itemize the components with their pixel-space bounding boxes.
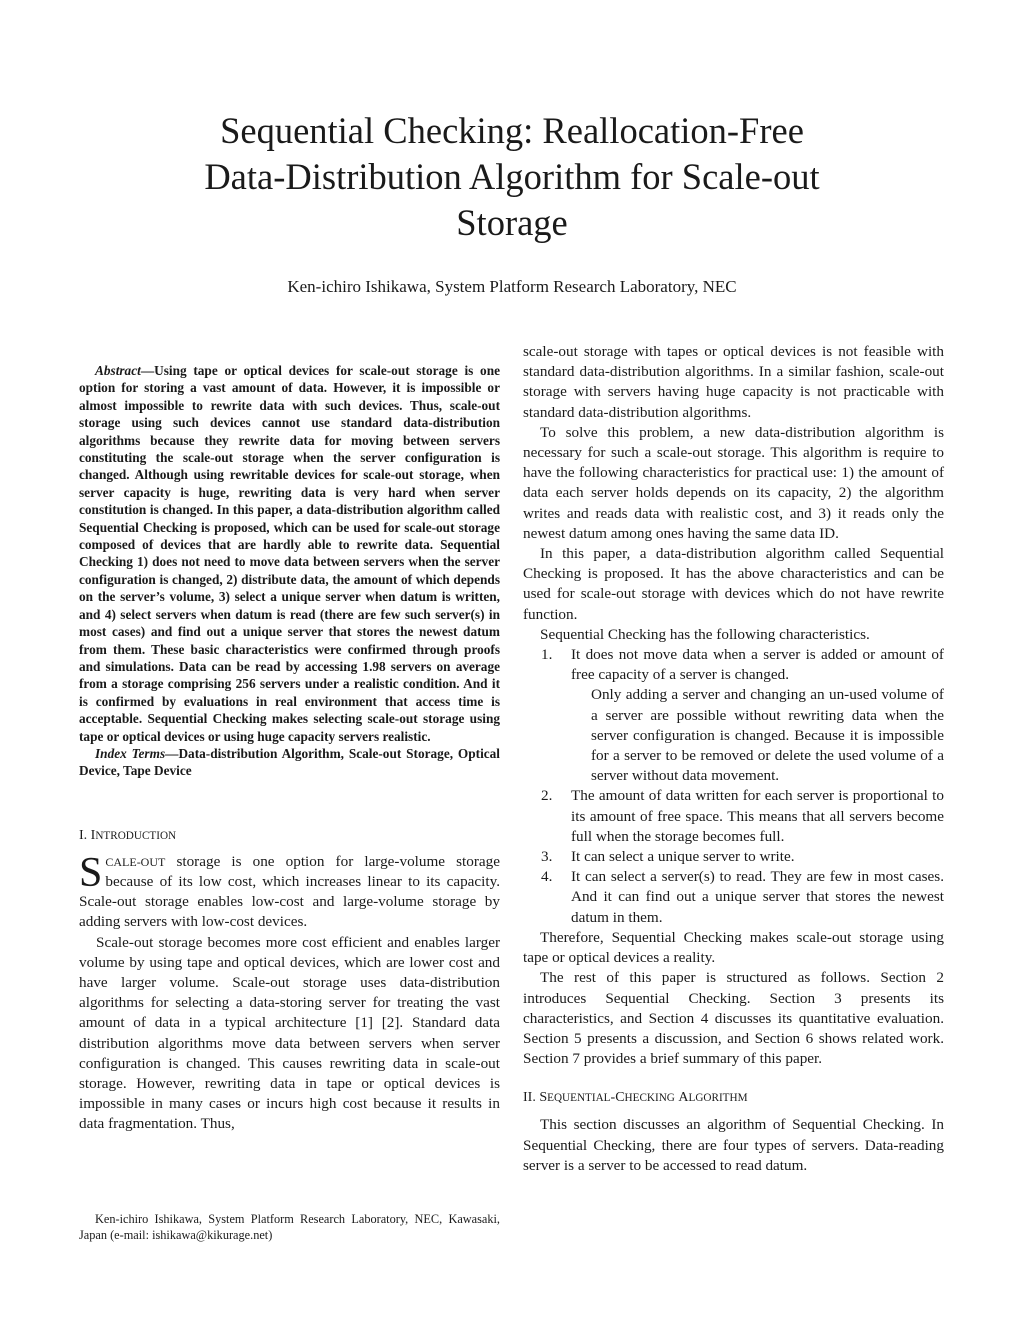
continued-paragraph: scale-out storage with tapes or optical devices is not feasible with standard data-distribution algorithms. In a similar fashion, scale-out storage with servers having huge capacity is not practicable with standard data-distribution algorithms. (523, 343, 944, 421)
index-terms (79, 745, 500, 780)
abstract-text: —Using tape or optical devices for scale-out storage is one option for storing a vast amount of data. However, it is impossible or almost impossible to rewrite data with such devices. Thus, scale-out storage using such devices cannot use standard data-distribution algorithms because they rewrite data for moving between servers constituting the scale-out storage when the server configuration is changed. Although using rewritable devices for scale-out storage, when server capacity is huge, rewriting data is very hard when server constitution is changed. In this paper, a data-distribution algorithm called Sequential Checking is proposed, which can be used for scale-out storage composed of devices that are hardly able to rewrite data. Sequential Checking 1) does not need to move data between servers when the server configuration is changed, 2) distribute data, the amount of which depends on the server’s volume, 3) select a unique server when datum is written, and 4) select servers when datum is read (there are few such server(s) in most cases) and find out a unique server that stores the newest datum from them. These basic characteristics were confirmed through proofs and simulations. Data can be read by accessing 1.98 servers on average from a storage comprising 256 servers under a realistic condition. And it is confirmed by evaluations in real environment that access time is acceptable. Sequential Checking makes selecting scale-out storage using tape or optical devices or using huge capacity servers realistic. (79, 363, 500, 744)
drop-cap: S (79, 849, 103, 896)
section-heading-algorithm: II. SEQUENTIAL-CHECKING ALGORITHM (523, 1090, 748, 1106)
title-line-2: Data-Distribution Algorithm for Scale-out (204, 156, 820, 197)
abstract-label: Abstract (95, 363, 141, 378)
author-footnote: Ken-ichiro Ishikawa, System Platform Research Laboratory, NEC, Kawasaki, Japan (e-mail: ishikawa@kikurage.net) (79, 1212, 500, 1242)
abstract (79, 362, 500, 745)
paragraph-section2: This section discusses an algorithm of Sequential Checking. In Sequential Checking, there are four types of servers. Data-reading server is a server to be accessed to read datum. (523, 1116, 944, 1174)
paragraph-this-paper: In this paper, a data-distribution algorithm called Sequential Checking is proposed. It has the above characteristics and can be used for scale-out storage with devices which do not have rewrite function. (523, 545, 944, 623)
intro-paragraph-2: Scale-out storage becomes more cost efficient and enables larger volume by using tape and optical devices, which are lower cost and have larger volume. Scale-out storage uses data-distribution algorithms for selecting a data-storing server for treating the vast amount of data in a typical architecture [1] [2]. Standard data distribution algorithms move data between servers when server configuration is changed. This causes rewriting data in scale-out storage. However, rewriting data in tape or optical devices is impossible in many cases or incurs high cost because it results in data fragmentation. Thus, (79, 933, 500, 1133)
author-line: Ken-ichiro Ishikawa, System Platform Research Laboratory, NEC (287, 277, 737, 296)
list-item-1-detail: Only adding a server and changing an un-used volume of a server are possible without rewriting data when the server configuration is changed. Because it is impossible for a server to be removed or delete the used volume of a server without data movement. (591, 686, 944, 785)
list-item: 4. It can select a server(s) to read. They are few in most cases. And it can find out a unique server that stores the newest datum in them. (541, 868, 944, 926)
list-item: 2. The amount of data written for each server is proportional to its amount of free space. This means that all servers become full when the storage becomes full. (541, 787, 944, 845)
list-item: 1. It does not move data when a server is added or amount of free capacity of a server is changed. (541, 646, 944, 684)
left-column (79, 362, 500, 1135)
paragraph-solve: To solve this problem, a new data-distribution algorithm is necessary for such a scale-out storage. This algorithm is require to have the following characteristics for practical use: 1) the amount of data each server holds depends on its capacity, 2) the algorithm writes and reads data with realistic cost, and 3) it reads only the newest datum among ones having the same data ID. (523, 423, 944, 542)
section-heading-introduction: I. INTRODUCTION (79, 827, 177, 843)
characteristics-list (523, 645, 944, 685)
paragraph-characteristics-intro: Sequential Checking has the following characteristics. (540, 625, 870, 643)
right-column (523, 342, 944, 1176)
intro-paragraph-1: SCALE-OUT storage is one option for large-volume storage because of its low cost, which increases linear to its capacity. Scale-out storage enables low-cost and large-volume storage by adding servers with low-cost devices. (79, 849, 500, 931)
paper-title (140, 108, 884, 246)
paragraph-structure: The rest of this paper is structured as follows. Section 2 introduces Sequential Checking. Section 3 presents its characteristics, and Section 4 discusses its quantitative evaluation. Section 5 presents a discussion, and Section 6 shows related work. Section 7 provides a brief summary of this paper. (523, 969, 944, 1068)
title-line-1: Sequential Checking: Reallocation-Free (220, 110, 804, 151)
list-item: 3. It can select a unique server to write. (541, 848, 795, 866)
index-terms-label: Index Terms (95, 745, 166, 761)
section-number: I. (79, 827, 88, 843)
characteristics-list-cont (523, 786, 944, 927)
title-line-3: Storage (456, 202, 568, 243)
paragraph-therefore: Therefore, Sequential Checking makes scale-out storage using tape or optical devices a reality. (523, 928, 944, 967)
index-terms-text: —Data-distribution Algorithm, Scale-out Storage, Optical Device, Tape Device (79, 745, 501, 779)
